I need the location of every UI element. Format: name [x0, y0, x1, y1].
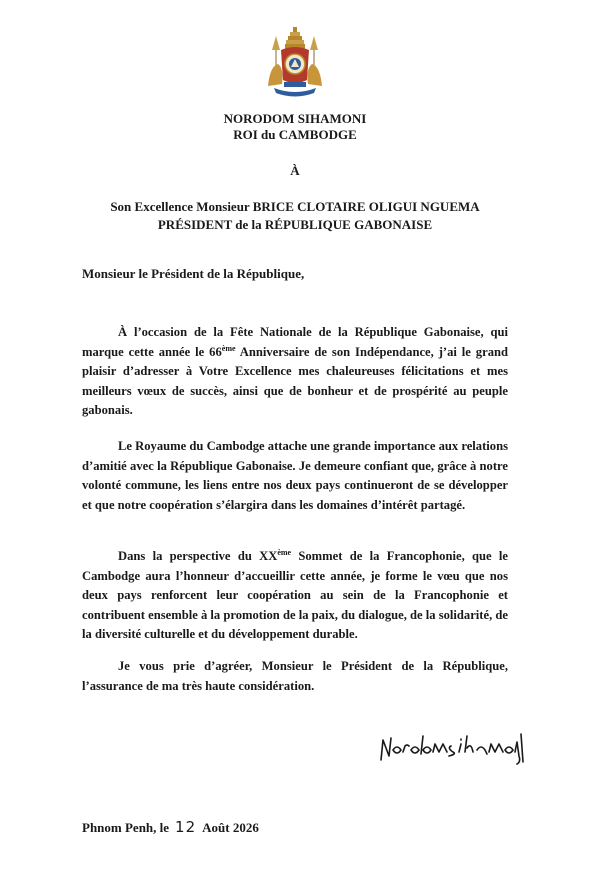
- to-label: À: [290, 163, 300, 178]
- closing-month-year: Août 2026: [202, 820, 259, 835]
- paragraph-1-superscript: ème: [221, 343, 236, 353]
- paragraph-2: Le Royaume du Cambodge attache une grande importance aux relations d’amitié avec la République Gabonaise. Je demeure confiant que, grâce à notre volonté commune, les liens entre nos deux pays continueront de se développer et que notre coopération s’élargira dans les domaines d’intérêt partagé.: [82, 439, 508, 512]
- addressee-title: PRÉSIDENT de la RÉPUBLIQUE GABONAISE: [157, 217, 433, 232]
- closing-day-handwritten: 12: [175, 818, 197, 836]
- paragraph-1-text-a: À l’occasion de la Fête Nationale de la République Gabonaise, qui marque cette année le 66: [82, 325, 508, 359]
- closing-place: Phnom Penh, le: [82, 820, 170, 835]
- sender-title: ROI du CAMBODGE: [233, 127, 357, 142]
- paragraph-1-text-b: Anniversaire de son Indépendance, j’ai le grand plaisir d’adresser à Votre Excellence mes chaleureuses félicitations et mes meilleurs vœux de succès, ainsi que de bonheur et de prospérité au peuple gabonais.: [82, 344, 508, 417]
- paragraph-4: Je vous prie d’agréer, Monsieur le Président de la République, l’assurance de ma très haute considération.: [82, 659, 508, 693]
- addressee-name: Son Excellence Monsieur BRICE CLOTAIRE OLIGUI NGUEMA: [110, 199, 480, 214]
- royal-coat-of-arms-icon: [264, 26, 326, 98]
- sender-name: NORODOM SIHAMONI: [223, 111, 367, 126]
- closing-date-line: [82, 818, 259, 836]
- handwritten-signature: [377, 730, 527, 766]
- paragraph-3: [82, 547, 508, 645]
- paragraph-3-text-a: Dans la perspective du XX: [118, 549, 278, 563]
- salutation: Monsieur le Président de la République,: [82, 266, 305, 281]
- paragraph-1: [82, 323, 508, 421]
- paragraph-3-superscript: ème: [277, 547, 292, 557]
- paragraph-3-text-b: Sommet de la Francophonie, que le Cambodge aura l’honneur d’accueillir cette année, je forme le vœu que nos deux pays renforcent leur coopération au sein de la Francophonie et contribuent ensemble à la promotion de la paix, du dialogue, de la solidarité, de la diversité culturelle et du développement durable.: [82, 549, 508, 641]
